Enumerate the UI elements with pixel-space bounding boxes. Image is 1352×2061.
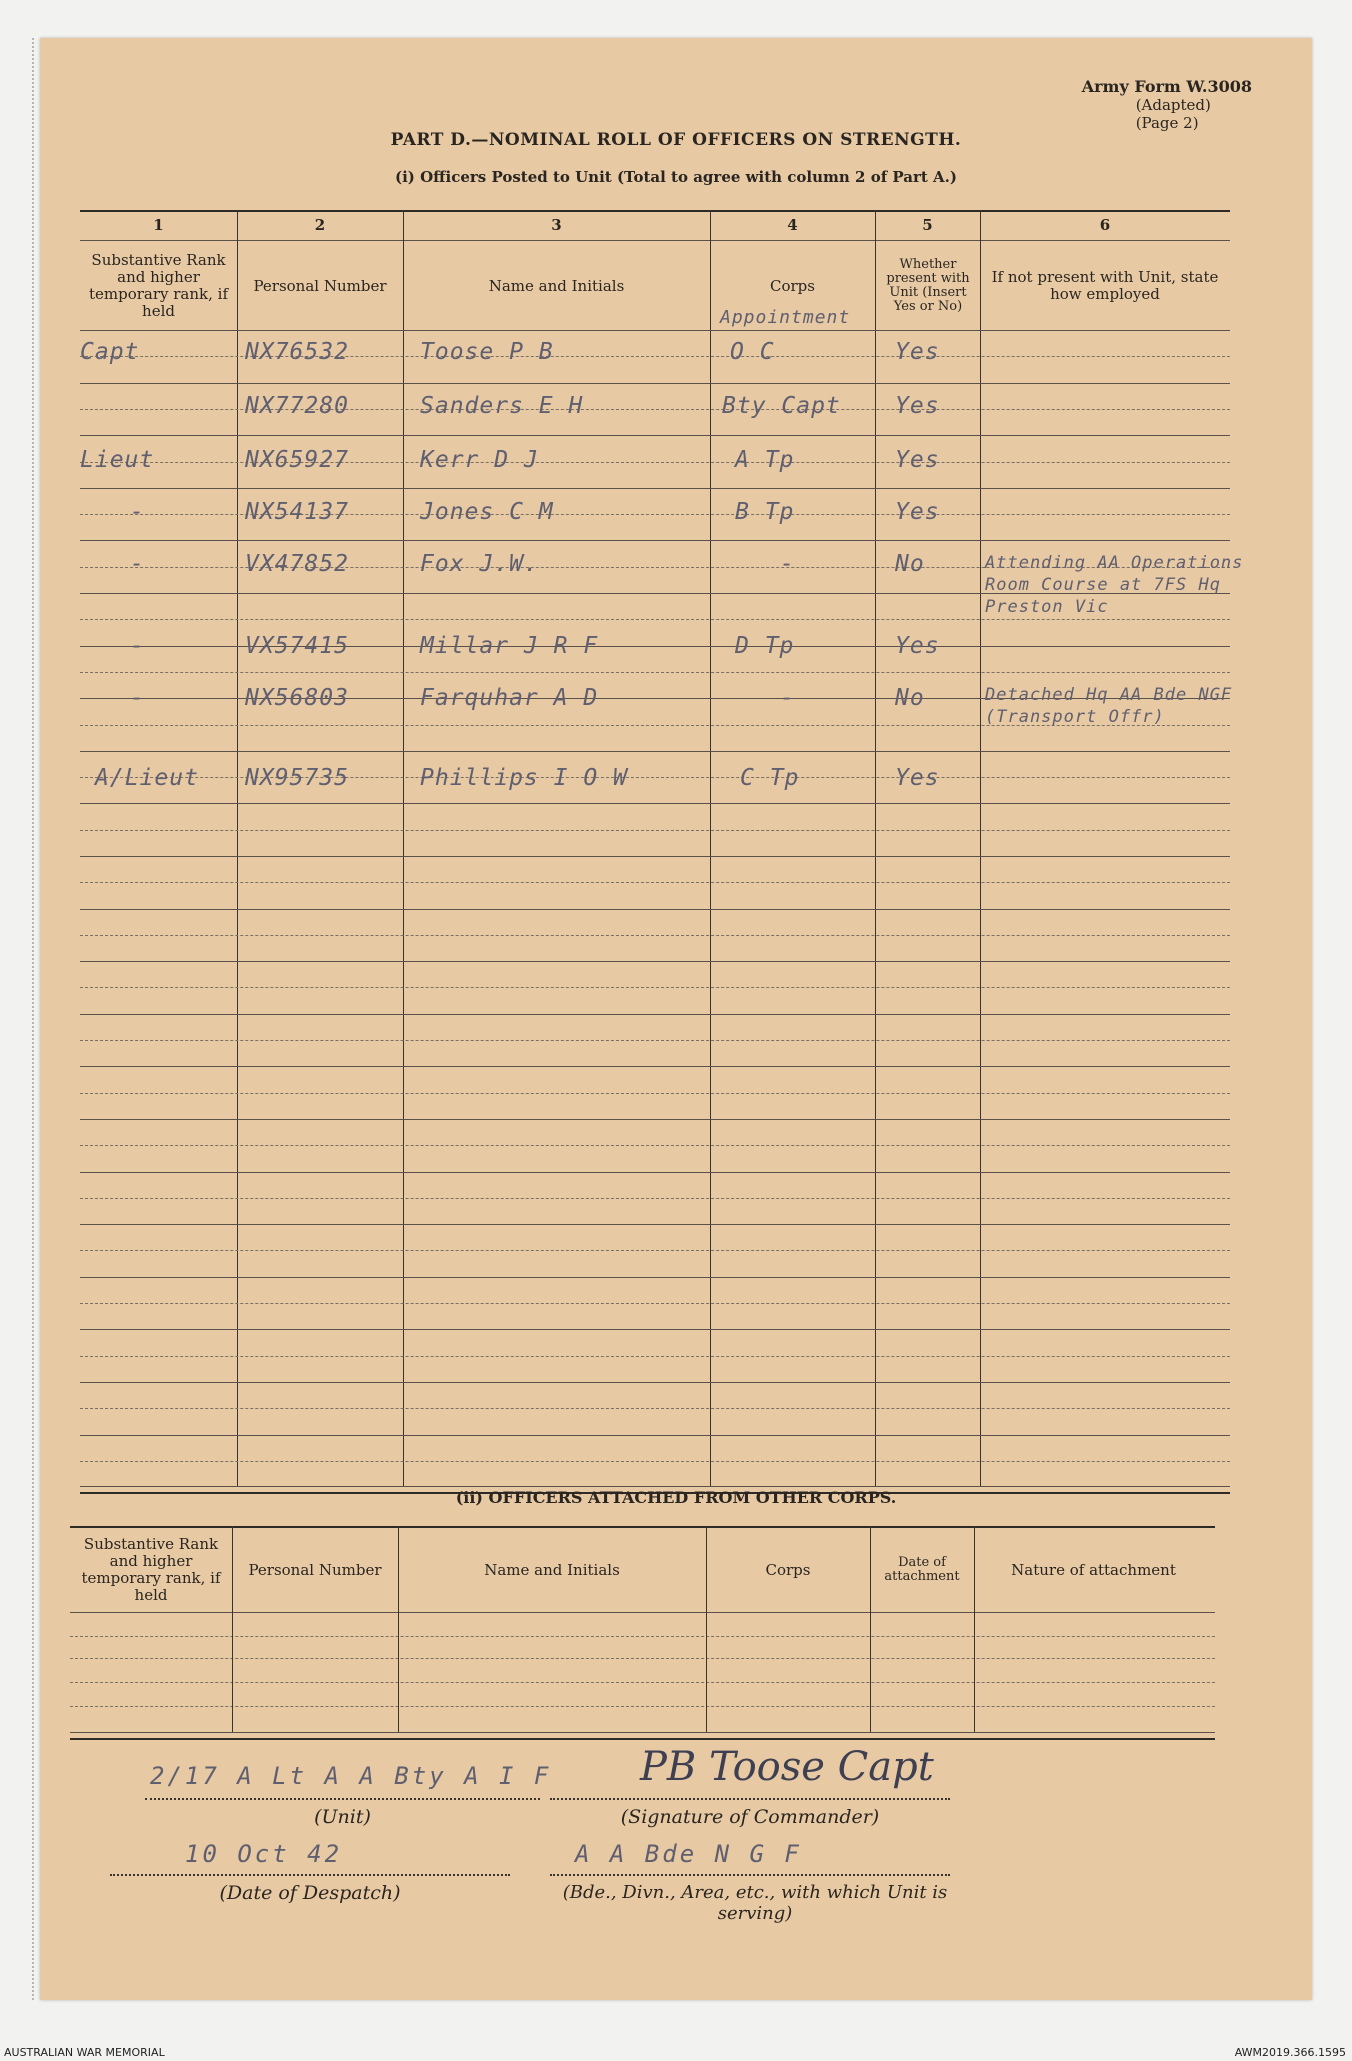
row2-name: Sanders E H — [420, 393, 584, 419]
attached-section-title: (ii) OFFICERS ATTACHED FROM OTHER CORPS. — [455, 1488, 897, 1507]
row5-name: Fox J.W. — [420, 551, 539, 577]
date-label: (Date of Despatch) — [219, 1882, 401, 1904]
col-number-4: 4 — [787, 216, 798, 234]
row6-number: VX57415 — [245, 633, 349, 659]
corps-appointment-note: Appointment — [720, 307, 851, 328]
unit-value: 2/17 A Lt A A Bty A I F — [150, 1762, 552, 1790]
col-number-2: 2 — [314, 216, 326, 234]
form-identifier — [1082, 78, 1252, 132]
footer-source: AUSTRALIAN WAR MEMORIAL — [4, 2046, 165, 2059]
row7-number: NX56803 — [245, 685, 349, 711]
row5-present: No — [895, 551, 925, 577]
header-present: Whether present with Unit (Insert Yes or No) — [886, 257, 970, 314]
row2-corps: Bty Capt — [722, 393, 841, 419]
date-value: 10 Oct 42 — [185, 1840, 343, 1868]
row3-number: NX65927 — [245, 447, 349, 473]
row5-rank: - — [130, 551, 145, 577]
bde-label: (Bde., Divn., Area, etc., with which Unit is serving) — [562, 1882, 948, 1924]
row5-number: VX47852 — [245, 551, 349, 577]
attached-header-corps: Corps — [765, 1560, 811, 1579]
row5-employed: Attending AA Operations Room Course at 7FS Hq Preston Vic — [985, 553, 1244, 617]
form-id: Army Form W.3008 — [1081, 77, 1252, 96]
row1-corps: O C — [730, 339, 775, 365]
row3-present: Yes — [895, 447, 940, 473]
row3-corps: A Tp — [735, 447, 795, 473]
footer-reference: AWM2019.366.1595 — [1234, 2046, 1346, 2059]
row4-corps: B Tp — [735, 499, 795, 525]
row1-number: NX76532 — [245, 339, 349, 365]
header-rank: Substantive Rank and higher temporary rank, if held — [88, 251, 229, 320]
form-page — [40, 38, 1312, 2000]
form-page-number: (Page 2) — [1135, 114, 1199, 132]
row8-corps: C Tp — [740, 765, 800, 791]
col-number-6: 6 — [1099, 216, 1111, 234]
row4-present: Yes — [895, 499, 940, 525]
attached-header-rank: Substantive Rank and higher temporary rank, if held — [81, 1535, 221, 1604]
signature-label: (Signature of Commander) — [620, 1806, 880, 1828]
row2-number: NX77280 — [245, 393, 349, 419]
row1-present: Yes — [895, 339, 940, 365]
attached-header-date: Date of attachment — [884, 1555, 960, 1584]
row1-rank: Capt — [80, 339, 140, 365]
row7-present: No — [895, 685, 925, 711]
row7-name: Farquhar A D — [420, 685, 599, 711]
row4-rank: - — [130, 499, 145, 525]
page-title: PART D.—NOMINAL ROLL OF OFFICERS ON STRENGTH. — [390, 130, 962, 150]
page-subtitle: (i) Officers Posted to Unit (Total to agree with column 2 of Part A.) — [395, 168, 957, 186]
row1-name: Toose P B — [420, 339, 554, 365]
row5-corps: - — [780, 551, 795, 577]
header-employed: If not present with Unit, state how employed — [991, 268, 1219, 303]
bde-value: A A Bde N G F — [575, 1840, 802, 1868]
row4-name: Jones C M — [420, 499, 554, 525]
row8-present: Yes — [895, 765, 940, 791]
header-name: Name and Initials — [488, 276, 625, 295]
attached-header-nature: Nature of attachment — [1011, 1560, 1176, 1579]
row7-employed: Detached Hq AA Bde NGF (Transport Offr) — [985, 685, 1233, 727]
row6-present: Yes — [895, 633, 940, 659]
officers-posted-table — [80, 210, 1244, 1495]
row6-name: Millar J R F — [420, 633, 599, 659]
col-number-1: 1 — [153, 216, 164, 234]
row3-name: Kerr D J — [420, 447, 539, 473]
row4-number: NX54137 — [245, 499, 349, 525]
row2-present: Yes — [895, 393, 940, 419]
col-number-3: 3 — [551, 216, 562, 234]
row8-number: NX95735 — [245, 765, 349, 791]
unit-label: (Unit) — [314, 1806, 371, 1828]
row8-name: Phillips I O W — [420, 765, 628, 791]
col-number-5: 5 — [922, 216, 933, 234]
form-adapted: (Adapted) — [1135, 96, 1211, 114]
commander-signature: PB Toose Capt — [640, 1744, 934, 1790]
row3-rank: Lieut — [80, 447, 155, 473]
row7-corps: - — [780, 685, 795, 711]
header-personal-number: Personal Number — [253, 276, 387, 295]
header-corps: Corps — [770, 276, 815, 295]
attached-header-name: Name and Initials — [484, 1560, 620, 1579]
row6-rank: - — [130, 633, 145, 659]
attached-header-number: Personal Number — [248, 1560, 382, 1579]
row8-rank: A/Lieut — [95, 765, 199, 791]
row6-corps: D Tp — [735, 633, 795, 659]
row7-rank: - — [130, 685, 145, 711]
